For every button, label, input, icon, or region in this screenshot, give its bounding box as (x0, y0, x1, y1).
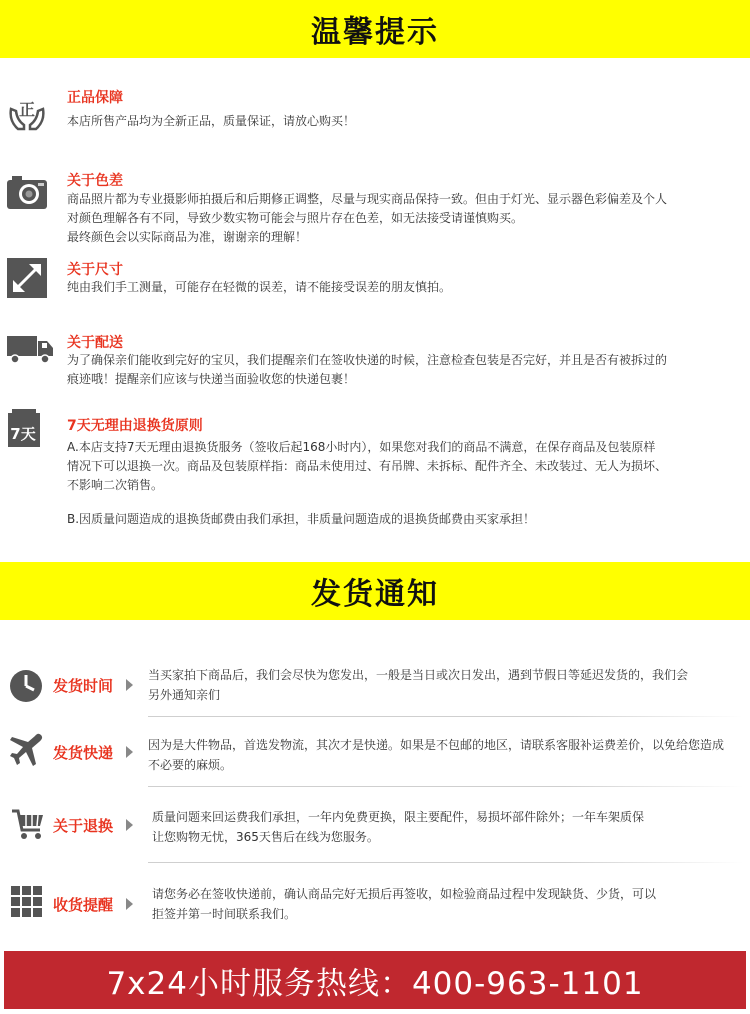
hands-zheng-icon (6, 93, 48, 135)
ship-text: 质量问题来回运费我们承担，一年内免费更换，限主要配件，易损坏部件除外；一年车架质保 让您购物无忧，365天售后在线为您服务。 (152, 810, 645, 844)
tip-desc: 纯由我们手工测量，可能存在轻微的误差，请不能接受误差的朋友慎拍。 (67, 280, 452, 294)
airplane-icon (8, 732, 44, 768)
shipping-heading: 发货通知 (0, 562, 750, 620)
cart-icon (10, 806, 46, 842)
tip-title: 关于配送 (67, 335, 123, 351)
ship-text: 当买家拍下商品后，我们会尽快为您发出，一般是当日或次日发出，遇到节假日等延迟发货的，我们会 另外通知亲们 (148, 668, 689, 702)
tip-desc: A.本店支持7天无理由退换货服务（签收后起168小时内），如果您对我们的商品不满意，在保存商品及包装原样 情况下可以退换一次。商品及包装原样指：商品未使用过、有吊牌、未拆标、配件齐全、未改装过、无人为损坏、 不影响二次销售。 B.因质量问题造成的退换货邮费由我们承担，非质量问题造成的退换货邮费由买家承担！ (67, 440, 668, 526)
ship-label: 关于退换 (53, 817, 114, 835)
divider (148, 716, 743, 717)
seven-day-icon (6, 409, 42, 449)
arrow-right-icon (126, 679, 133, 691)
tip-title: 正品保障 (67, 90, 123, 106)
tip-desc: 商品照片都为专业摄影师拍摄后和后期修正调整，尽量与现实商品保持一致。但由于灯光、显示器色彩偏差及个人 对颜色理解各有不同，导致少数实物可能会与照片存在色差，如无法接受请谨慎购买。 最终颜色会以实际商品为准，谢谢亲的理解！ (67, 192, 668, 244)
clock-icon (8, 668, 44, 704)
tip-title: 关于尺寸 (67, 262, 123, 278)
tip-title: 7天无理由退换货原则 (67, 418, 203, 434)
ship-label: 收货提醒 (53, 896, 114, 914)
divider (148, 786, 743, 787)
tip-desc: 本店所售产品均为全新正品，质量保证，请放心购买！ (67, 114, 356, 128)
resize-arrow-icon (6, 257, 48, 299)
truck-icon (6, 330, 54, 372)
ship-label: 发货时间 (53, 677, 114, 695)
ship-text: 请您务必在签收快递前，确认商品完好无损后再签收，如检验商品过程中发现缺货、少货，可以 拒签并第一时间联系我们。 (152, 887, 657, 921)
ship-text: 因为是大件物品，首选发物流，其次才是快递。如果是不包邮的地区，请联系客服补运费差价，以免给您造成 不必要的麻烦。 (148, 738, 725, 772)
camera-icon (6, 172, 48, 214)
arrow-right-icon (126, 746, 133, 758)
tips-heading: 温馨提示 (0, 0, 750, 58)
ship-label: 发货快递 (53, 744, 114, 762)
tip-desc: 为了确保亲们能收到完好的宝贝，我们提醒亲们在签收快递的时候，注意检查包装是否完好，并且是否有被拆过的 痕迹哦！提醒亲们应该与快递当面验收您的快递包裹！ (67, 353, 668, 386)
tip-title: 关于色差 (67, 173, 123, 189)
divider (148, 862, 743, 863)
svg-text:正: 正 (18, 100, 36, 119)
arrow-right-icon (126, 898, 133, 910)
grid-icon (11, 886, 43, 918)
service-hotline: 7x24小时服务热线：400-963-1101 (4, 951, 746, 1009)
arrow-right-icon (126, 819, 133, 831)
seven-day-icon-text: 7天 (10, 425, 36, 443)
